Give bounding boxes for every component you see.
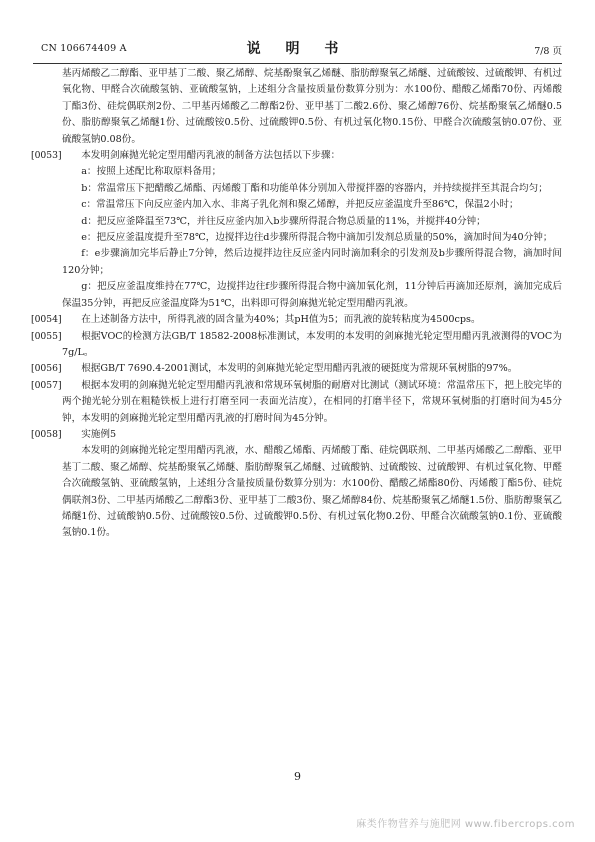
paragraph [31, 148, 562, 164]
page-indicator: 7/8 页 [534, 46, 562, 57]
paragraph-text: 实施例5 [81, 428, 117, 440]
paragraph [62, 66, 562, 148]
paragraph-text: 在上述制备方法中，所得乳液的固含量为40%；其pH值为5；而乳液的旋转粘度为4500cps。 [81, 314, 481, 326]
paragraph [62, 197, 562, 213]
paragraph [31, 312, 562, 328]
header-rule [33, 63, 562, 64]
paragraph-number: [0057] [31, 379, 62, 391]
page-number: 9 [294, 770, 301, 783]
patent-number: CN 106674409 A [41, 43, 127, 54]
paragraph-text: g：把反应釜温度维持在77℃，边搅拌边往f步骤所得混合物中滴加氧化剂，11分钟后再滴加还原剂，滴加完成后保温35分钟，再把反应釜温度降为51℃，出料即可得剑麻抛光轮定型用醋丙乳液。 [62, 281, 562, 309]
document-title: 说 明 书 [246, 41, 349, 57]
paragraph-text: 根据GB/T 7690.4-2001测试，本发明的剑麻抛光轮定型用醋丙乳液的硬挺度为常规环氧树脂的97%。 [81, 363, 518, 375]
page-header [33, 36, 562, 60]
paragraph-text: 根据本发明的剑麻抛光轮定型用醋丙乳液和常规环氧树脂的耐磨对比测试（测试环境：常温常压下，把上胶完毕的两个抛光轮分别在粗糙铁板上进行打磨至同一表面光洁度），在相同的打磨半径下，常规环氧树脂的打磨时间为45分钟，本发明的剑麻抛光轮定型用醋丙乳液的打磨时间为45分钟。 [62, 379, 562, 424]
paragraph [62, 230, 562, 246]
paragraph [31, 427, 562, 443]
paragraph [62, 279, 562, 312]
paragraph-text: b：常温常压下把醋酸乙烯酯、丙烯酸丁酯和功能单体分别加入带搅拌器的容器内，并持续搅拌至其混合均匀； [81, 182, 548, 194]
paragraph-text: 基丙烯酸乙二醇酯、亚甲基丁二酸、聚乙烯醇、烷基酚聚氧乙烯醚、脂肪醇聚氧乙烯醚、过硫酸铵、过硫酸钾、有机过氧化物、甲醛合次硫酸氢钠、亚硫酸氢钠，上述组分含量按质量份数算分别为：水100份、醋酸乙烯酯70份、丙烯酸丁酯3份、硅烷偶联剂2份、二甲基丙烯酸乙二醇酯2份、亚甲基丁二酸2.6份、聚乙烯醇76份、烷基酚聚氧乙烯醚0.5份、脂肪醇聚氧乙烯醚1份、过硫酸铵0.5份、过硫酸钾0.5份、有机过氧化物0.15份、甲醛合次硫酸氢钠0.07份、亚硫酸氢钠0.08份。 [62, 68, 562, 145]
paragraph [62, 214, 562, 230]
paragraph-text: f：e步骤滴加完毕后静止7分钟，然后边搅拌边往反应釜内同时滴加剩余的引发剂及b步骤所得混合物，滴加时间120分钟； [62, 248, 562, 276]
paragraph [31, 361, 562, 377]
paragraph-number: [0058] [31, 428, 62, 440]
paragraph-number: [0056] [31, 363, 62, 375]
paragraph [62, 164, 562, 180]
paragraph-text: c：常温常压下向反应釜内加入水、非离子乳化剂和聚乙烯醇，并把反应釜温度升至86℃，保温2小时； [81, 199, 519, 211]
paragraph [62, 443, 562, 541]
paragraph-text: e：把反应釜温度提升至78℃，边搅拌边往d步骤所得混合物中滴加引发剂总质量的50%，滴加时间为40分钟； [81, 232, 553, 244]
paragraph-text: 根据VOC的检测方法GB/T 18582-2008标准测试，本发明的本发明的剑麻抛光轮定型用醋丙乳液测得的VOC为7g/L。 [62, 330, 562, 358]
paragraph [62, 181, 562, 197]
paragraph [31, 329, 562, 362]
document-body [31, 66, 562, 542]
paragraph-number: [0054] [31, 314, 62, 326]
paragraph-text: d：把反应釜降温至73℃，并往反应釜内加入b步骤所得混合物总质量的11%，并搅拌40分钟； [81, 215, 486, 227]
paragraph [31, 378, 562, 427]
paragraph-text: a：按照上述配比称取原料备用； [81, 166, 222, 178]
paragraph-number: [0053] [31, 150, 62, 162]
watermark: 麻类作物营养与施肥网 www.fibercrops.com [356, 819, 575, 830]
paragraph [62, 246, 562, 279]
paragraph-number: [0055] [31, 330, 62, 342]
paragraph-text: 本发明剑麻抛光轮定型用醋丙乳液的制备方法包括以下步骤： [81, 150, 341, 162]
paragraph-text: 本发明的剑麻抛光轮定型用醋丙乳液，水、醋酸乙烯酯、丙烯酸丁酯、硅烷偶联剂、二甲基丙烯酸乙二醇酯、亚甲基丁二酸、聚乙烯醇、烷基酚聚氧乙烯醚、脂肪醇聚氧乙烯醚、过硫酸钠、过硫酸铵、过硫酸钾、有机过氧化物、甲醛合次硫酸氢钠、亚硫酸氢钠，上述组分含量按质量份数算分别为：水100份、醋酸乙烯酯80份、丙烯酸丁酯5份、硅烷偶联剂3份、二甲基丙烯酸乙二醇酯3份、亚甲基丁二酸3份、聚乙烯醇84份、烷基酚聚氧乙烯醚1.5份、脂肪醇聚氧乙烯醚1份、过硫酸钠0.5份、过硫酸铵0.5份、过硫酸钾0.5份、有机过氧化物0.2份、甲醛合次硫酸氢钠0.1份、亚硫酸氢钠0.1份。 [62, 445, 562, 539]
